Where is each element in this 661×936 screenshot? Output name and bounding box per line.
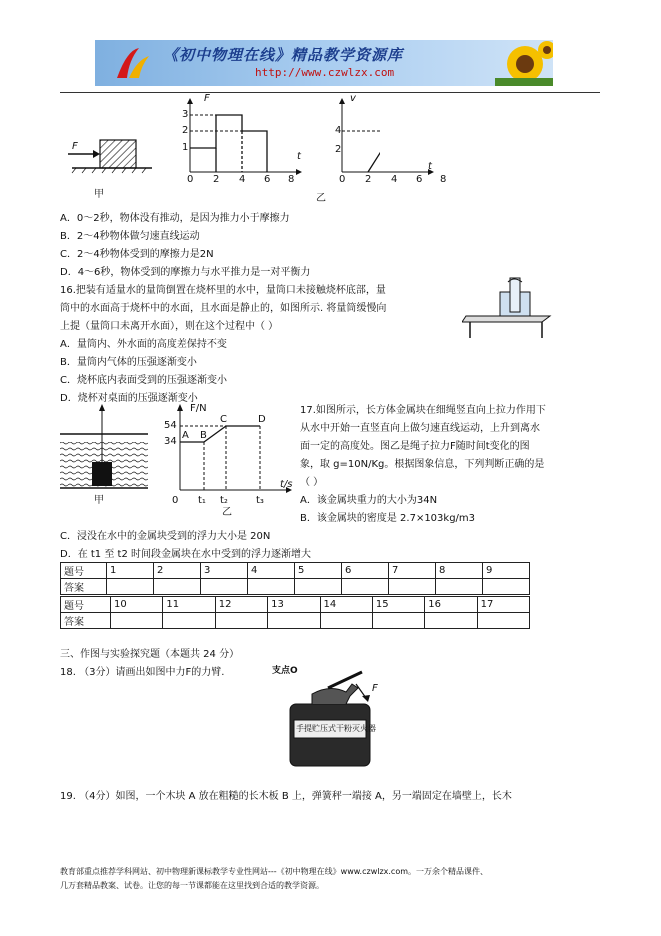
header-rule bbox=[60, 92, 600, 93]
answer-cell[interactable] bbox=[268, 613, 320, 629]
figure-q15-graph2-tail bbox=[380, 96, 450, 204]
graph17-y-label: F/N bbox=[190, 403, 207, 414]
table-cell: 10 bbox=[111, 597, 163, 613]
answer-cell[interactable] bbox=[425, 613, 477, 629]
footer-line-2: 几万套精品教案、试卷。让您的每一节课都能在这里找到合适的教学资源。 bbox=[60, 881, 324, 890]
graph17-xtick-t2: t₂ bbox=[220, 495, 228, 506]
graph1-xtick-4: 4 bbox=[239, 174, 246, 185]
table-cell: 12 bbox=[215, 597, 267, 613]
answer-cell[interactable] bbox=[107, 579, 154, 595]
pivot-label: 支点O bbox=[272, 666, 298, 676]
sunflower-icon bbox=[495, 40, 553, 86]
answer-cell[interactable] bbox=[215, 613, 267, 629]
graph17-point-a: A bbox=[182, 430, 189, 441]
answer-cell[interactable] bbox=[111, 613, 163, 629]
figure-q16 bbox=[462, 276, 554, 340]
q15-option-c: C．2～4秒物体受到的摩擦力是2N bbox=[60, 249, 214, 260]
q15-option-a: A．0～2秒，物体没有推动，是因为推力小于摩擦力 bbox=[60, 213, 290, 224]
q15-option-b: B．2～4秒物体做匀速直线运动 bbox=[60, 231, 200, 242]
q17-option-b: B．该金属块的密度是 2.7×103kg/m3 bbox=[300, 513, 476, 524]
table-cell: 13 bbox=[268, 597, 320, 613]
extinguisher-label: 手提贮压式干粉灭火器 bbox=[296, 724, 376, 733]
table-cell: 16 bbox=[425, 597, 477, 613]
banner-url[interactable]: http://www.czwlzx.com bbox=[255, 66, 395, 79]
graph1-ytick-2: 2 bbox=[182, 125, 189, 136]
force-label-f: F bbox=[72, 141, 78, 152]
table-row bbox=[61, 597, 530, 613]
q17-option-d: D．在 t1 至 t2 时间段金属块在水中受到的浮力逐渐增大 bbox=[60, 549, 311, 560]
q17-line-2: 从水中开始一直竖直向上做匀速直线运动，上升到离水 bbox=[300, 423, 540, 434]
table-row bbox=[61, 579, 530, 595]
answer-cell[interactable] bbox=[342, 579, 389, 595]
q16-option-d: D．烧杯对桌面的压强逐渐变小 bbox=[60, 393, 198, 404]
graph17-x-label: t/s bbox=[280, 479, 293, 490]
q16-option-a: A．量筒内、外水面的高度差保持不变 bbox=[60, 339, 227, 350]
answer-cell[interactable] bbox=[389, 579, 436, 595]
figure-q15 bbox=[60, 96, 380, 204]
table-row bbox=[61, 613, 530, 629]
table-cell: 6 bbox=[342, 563, 389, 579]
graph2-xtick-6: 6 bbox=[416, 174, 423, 185]
table-cell: 11 bbox=[163, 597, 215, 613]
answer-cell[interactable] bbox=[163, 613, 215, 629]
q16-line-1: 16.把装有适量水的量筒倒置在烧杯里的水中，量筒口未接触烧杯底部，量 bbox=[60, 285, 386, 296]
site-logo-icon bbox=[113, 44, 153, 82]
graph17-point-c: C bbox=[220, 414, 227, 425]
fire-extinguisher-figure bbox=[282, 664, 382, 768]
graph17-point-d: D bbox=[258, 414, 266, 425]
table-cell: 14 bbox=[320, 597, 372, 613]
table-cell: 3 bbox=[201, 563, 248, 579]
table-cell-label: 答案 bbox=[61, 579, 107, 595]
answer-cell[interactable] bbox=[320, 613, 372, 629]
table-row bbox=[61, 563, 530, 579]
header-banner bbox=[95, 40, 553, 86]
table-cell: 1 bbox=[107, 563, 154, 579]
table-cell-label: 题号 bbox=[61, 597, 111, 613]
q17-line-1: 17.如图所示，长方体金属块在细绳竖直向上拉力作用下 bbox=[300, 405, 546, 416]
graph1-x-label: t bbox=[297, 151, 301, 162]
fig15-label-yi: 乙 bbox=[316, 193, 326, 204]
graph1-xtick-0: 0 bbox=[187, 174, 194, 185]
graph1-ytick-1: 1 bbox=[182, 142, 189, 153]
table-cell: 15 bbox=[372, 597, 424, 613]
graph17-xtick-0: 0 bbox=[172, 495, 179, 506]
graph1-y-label: F bbox=[204, 93, 210, 104]
q16-line-3: 上提（量筒口未离开水面），则在这个过程中（ ） bbox=[60, 321, 279, 332]
table-cell: 8 bbox=[436, 563, 483, 579]
answer-cell[interactable] bbox=[483, 579, 530, 595]
footer-line-1: 教育部重点推荐学科网站、初中物理新课标教学专业性网站---《初中物理在线》www.czwlzx.com。一万余个精品课件、 bbox=[60, 867, 489, 876]
answer-cell[interactable] bbox=[372, 613, 424, 629]
fig15-label-jia: 甲 bbox=[94, 189, 104, 200]
answer-cell[interactable] bbox=[295, 579, 342, 595]
table-cell: 2 bbox=[154, 563, 201, 579]
q17-option-a: A．该金属块重力的大小为34N bbox=[300, 495, 438, 506]
table-cell: 9 bbox=[483, 563, 530, 579]
table-cell-label: 答案 bbox=[61, 613, 111, 629]
graph17-ytick-54: 54 bbox=[164, 420, 177, 431]
answer-cell[interactable] bbox=[248, 579, 295, 595]
q17-line-5: （ ） bbox=[300, 477, 324, 488]
graph17-xtick-t3: t₃ bbox=[256, 495, 264, 506]
answer-cell[interactable] bbox=[477, 613, 529, 629]
answer-cell[interactable] bbox=[436, 579, 483, 595]
banner-title: 《初中物理在线》精品教学资源库 bbox=[163, 46, 404, 64]
graph17-ytick-34: 34 bbox=[164, 436, 177, 447]
section-3-heading: 三、作图与实验探究题（本题共 24 分） bbox=[60, 649, 240, 660]
graph2-xtick-2: 2 bbox=[365, 174, 372, 185]
q16-option-b: B．量筒内气体的压强逐渐变小 bbox=[60, 357, 197, 368]
graph1-xtick-8: 8 bbox=[288, 174, 295, 185]
graph1-xtick-2: 2 bbox=[213, 174, 220, 185]
table-cell-label: 题号 bbox=[61, 563, 107, 579]
table-cell: 7 bbox=[389, 563, 436, 579]
answer-table-2 bbox=[60, 596, 530, 629]
q19-text: 19. （4分）如图，一个木块 A 放在粗糙的长木板 B 上，弹簧秤一端接 A，另一端固定在墙壁上，长木 bbox=[60, 791, 512, 802]
q15-option-d: D．4～6秒，物体受到的摩擦力与水平推力是一对平衡力 bbox=[60, 267, 311, 278]
answer-table-1 bbox=[60, 562, 530, 595]
q17-line-3: 面一定的高度处。图乙是绳子拉力F随时间t变化的图 bbox=[300, 441, 530, 452]
table-cell: 17 bbox=[477, 597, 529, 613]
q16-line-2: 筒中的水面高于烧杯中的水面，且水面是静止的，如图所示. 将量筒缓慢向 bbox=[60, 303, 387, 314]
graph1-ytick-3: 3 bbox=[182, 109, 189, 120]
fig17-label-jia: 甲 bbox=[94, 495, 104, 506]
table-cell: 4 bbox=[248, 563, 295, 579]
graph2-x-label: t bbox=[428, 161, 432, 172]
q17-line-4: 象，取 g=10N/Kg。根据图象信息，下列判断正确的是 bbox=[300, 459, 545, 470]
answer-cell[interactable] bbox=[201, 579, 248, 595]
q16-option-c: C．烧杯底内表面受到的压强逐渐变小 bbox=[60, 375, 227, 386]
graph2-ytick-4: 4 bbox=[335, 125, 342, 136]
graph2-xtick-8: 8 bbox=[440, 174, 447, 185]
table-cell: 5 bbox=[295, 563, 342, 579]
q17-option-c: C．浸没在水中的金属块受到的浮力大小是 20N bbox=[60, 531, 271, 542]
graph2-xtick-0: 0 bbox=[339, 174, 346, 185]
force-label-f-18: F bbox=[372, 683, 378, 694]
graph17-point-b: B bbox=[200, 430, 207, 441]
graph2-xtick-4: 4 bbox=[391, 174, 398, 185]
q18-text: 18. （3分）请画出如图中力F的力臂. bbox=[60, 667, 225, 678]
graph2-ytick-2: 2 bbox=[335, 144, 342, 155]
answer-cell[interactable] bbox=[154, 579, 201, 595]
graph2-y-label: v bbox=[350, 93, 356, 104]
fig17-label-yi: 乙 bbox=[222, 507, 232, 518]
graph1-xtick-6: 6 bbox=[264, 174, 271, 185]
graph17-xtick-t1: t₁ bbox=[198, 495, 206, 506]
